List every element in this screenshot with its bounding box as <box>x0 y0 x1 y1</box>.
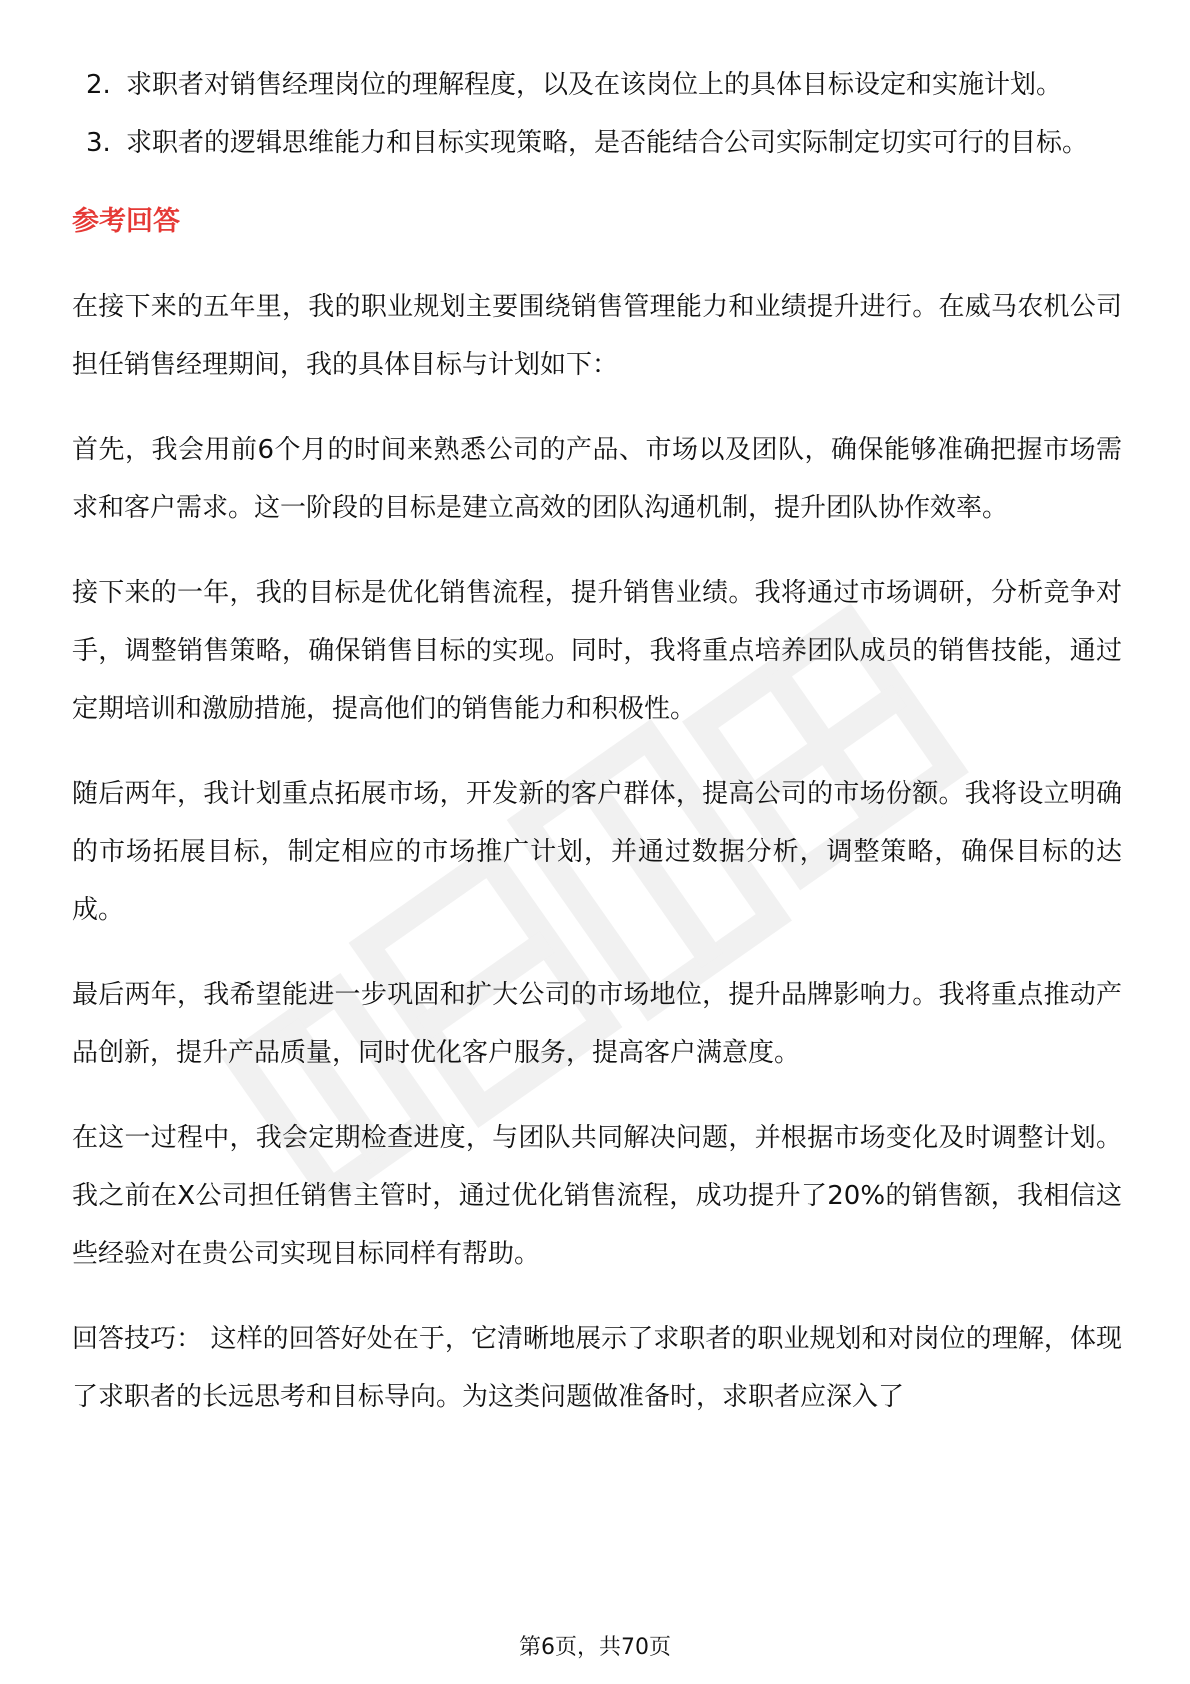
list-number: 2. <box>86 70 111 100</box>
list-item <box>72 114 1122 172</box>
paragraph: 最后两年，我希望能进一步巩固和扩大公司的市场地位，提升品牌影响力。我将重点推动产品创新，提升产品质量，同时优化客户服务，提高客户满意度。 <box>72 980 1122 1068</box>
paragraph: 首先，我会用前6个月的时间来熟悉公司的产品、市场以及团队，确保能够准确把握市场需求和客户需求。这一阶段的目标是建立高效的团队沟通机制，提升团队协作效率。 <box>72 435 1122 523</box>
paragraph: 随后两年，我计划重点拓展市场，开发新的客户群体，提高公司的市场份额。我将设立明确的市场拓展目标，制定相应的市场推广计划，并通过数据分析，调整策略，确保目标的达成。 <box>72 779 1122 925</box>
list-text: 求职者的逻辑思维能力和目标实现策略，是否能结合公司实际制定切实可行的目标。 <box>126 128 1089 158</box>
list-number: 3. <box>86 128 111 158</box>
paragraph: 在这一过程中，我会定期检查进度，与团队共同解决问题，并根据市场变化及时调整计划。我之前在X公司担任销售主管时，通过优化销售流程，成功提升了20%的销售额，我相信这些经验对在贵公司实现目标同样有帮助。 <box>72 1123 1122 1269</box>
paragraph: 回答技巧： 这样的回答好处在于，它清晰地展示了求职者的职业规划和对岗位的理解，体现了求职者的长远思考和目标导向。为这类问题做准备时，求职者应深入了 <box>72 1324 1122 1412</box>
criteria-list <box>72 56 1122 172</box>
paragraph: 接下来的一年，我的目标是优化销售流程，提升销售业绩。我将通过市场调研，分析竞争对手，调整销售策略，确保销售目标的实现。同时，我将重点培养团队成员的销售技能，通过定期培训和激励措施，提高他们的销售能力和积极性。 <box>72 578 1122 724</box>
paragraph: 在接下来的五年里，我的职业规划主要围绕销售管理能力和业绩提升进行。在威马农机公司担任销售经理期间，我的具体目标与计划如下： <box>72 292 1122 380</box>
section-title: 参考回答 <box>72 206 180 237</box>
list-text: 求职者对销售经理岗位的理解程度，以及在该岗位上的具体目标设定和实施计划。 <box>126 70 1063 100</box>
document-content <box>72 56 1122 1453</box>
page-footer: 第6页，共70页 <box>519 1635 671 1660</box>
list-item <box>72 56 1122 114</box>
